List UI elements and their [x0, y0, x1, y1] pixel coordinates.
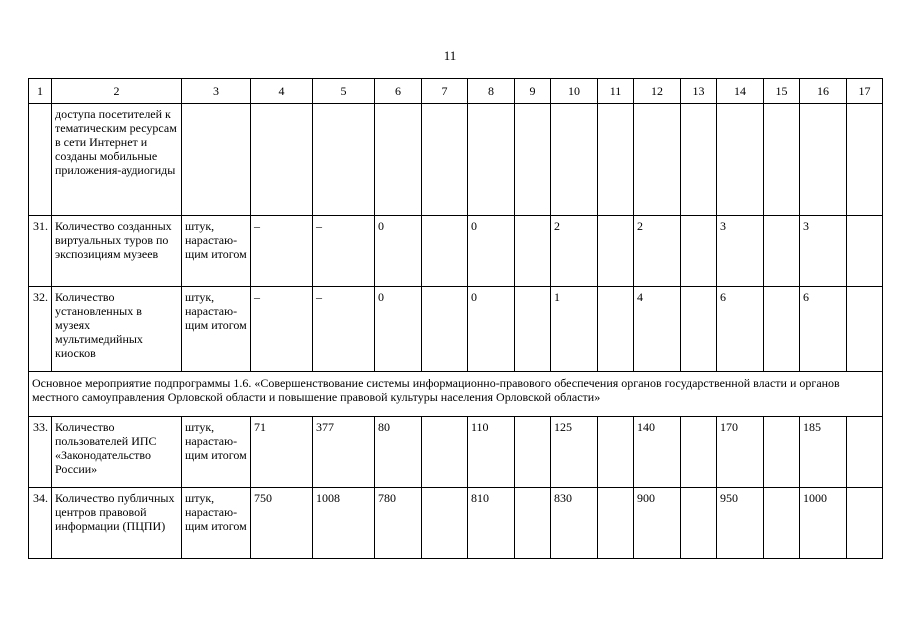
indicators-table — [28, 78, 883, 559]
value-cell — [598, 216, 634, 287]
column-number: 16 — [800, 79, 847, 104]
column-number: 11 — [598, 79, 634, 104]
value-cell — [847, 488, 883, 559]
column-number: 14 — [717, 79, 764, 104]
value-cell — [764, 216, 800, 287]
value-cell: – — [313, 287, 375, 372]
indicator-name: доступа посетителей к тематическим ресурсам в сети Интернет и созданы мобильные приложения-аудиогиды — [52, 104, 182, 216]
column-number-row — [29, 79, 883, 104]
column-number: 2 — [52, 79, 182, 104]
unit-cell: штук, нарастаю-щим итогом — [182, 287, 251, 372]
value-cell — [515, 216, 551, 287]
value-cell: 3 — [800, 216, 847, 287]
value-cell: 2 — [634, 216, 681, 287]
table-row — [29, 417, 883, 488]
value-cell — [847, 417, 883, 488]
value-cell: 140 — [634, 417, 681, 488]
value-cell: 0 — [468, 287, 515, 372]
value-cell: 170 — [717, 417, 764, 488]
table-cell — [29, 104, 52, 216]
value-cell: 0 — [468, 216, 515, 287]
column-number: 1 — [29, 79, 52, 104]
value-cell — [598, 287, 634, 372]
row-number: 34. — [29, 488, 52, 559]
value-cell — [515, 287, 551, 372]
value-cell: – — [313, 216, 375, 287]
value-cell — [764, 488, 800, 559]
section-row — [29, 372, 883, 417]
value-cell — [681, 488, 717, 559]
value-cell: 950 — [717, 488, 764, 559]
value-cell: 780 — [375, 488, 422, 559]
column-number: 5 — [313, 79, 375, 104]
value-cell — [681, 216, 717, 287]
column-number: 9 — [515, 79, 551, 104]
value-cell — [422, 417, 468, 488]
continued-row — [29, 104, 883, 216]
value-cell: 71 — [251, 417, 313, 488]
value-cell: 6 — [717, 287, 764, 372]
value-cell: 1000 — [800, 488, 847, 559]
value-cell: 830 — [551, 488, 598, 559]
table-row — [29, 488, 883, 559]
value-cell: – — [251, 216, 313, 287]
table-row — [29, 287, 883, 372]
section-heading: Основное мероприятие подпрограммы 1.6. «Совершенствование системы информационно-правового обеспечения органов государственной власти и органов местного самоуправления Орловской области и повышение правовой культуры населения Орловской области» — [29, 372, 883, 417]
value-cell: 0 — [375, 287, 422, 372]
value-cell — [422, 216, 468, 287]
value-cell — [515, 488, 551, 559]
indicator-name: Количество пользователей ИПС «Законодательство России» — [52, 417, 182, 488]
unit-cell: штук, нарастаю-щим итогом — [182, 488, 251, 559]
column-number: 4 — [251, 79, 313, 104]
value-cell — [681, 287, 717, 372]
value-cell: 1 — [551, 287, 598, 372]
value-cell — [847, 216, 883, 287]
value-cell: 6 — [800, 287, 847, 372]
column-number: 13 — [681, 79, 717, 104]
row-number: 33. — [29, 417, 52, 488]
column-number: 3 — [182, 79, 251, 104]
unit-cell: штук, нарастаю-щим итогом — [182, 216, 251, 287]
value-cell: – — [251, 287, 313, 372]
column-number: 8 — [468, 79, 515, 104]
indicator-name: Количество публичных центров правовой информации (ПЦПИ) — [52, 488, 182, 559]
table-row — [29, 216, 883, 287]
value-cell: 377 — [313, 417, 375, 488]
value-cell: 2 — [551, 216, 598, 287]
value-cell — [598, 488, 634, 559]
value-cell: 750 — [251, 488, 313, 559]
row-number: 31. — [29, 216, 52, 287]
value-cell — [422, 488, 468, 559]
value-cell: 900 — [634, 488, 681, 559]
value-cell — [515, 417, 551, 488]
value-cell: 4 — [634, 287, 681, 372]
value-cell: 3 — [717, 216, 764, 287]
value-cell: 110 — [468, 417, 515, 488]
page-number: 11 — [443, 48, 457, 63]
value-cell: 185 — [800, 417, 847, 488]
value-cell — [764, 417, 800, 488]
column-number: 10 — [551, 79, 598, 104]
value-cell: 80 — [375, 417, 422, 488]
value-cell — [422, 287, 468, 372]
value-cell: 0 — [375, 216, 422, 287]
row-number: 32. — [29, 287, 52, 372]
table-cell — [182, 104, 251, 216]
value-cell — [681, 417, 717, 488]
unit-cell: штук, нарастаю-щим итогом — [182, 417, 251, 488]
column-number: 12 — [634, 79, 681, 104]
column-number: 6 — [375, 79, 422, 104]
indicator-name: Количество установленных в музеях мультимедийных киосков — [52, 287, 182, 372]
value-cell — [847, 287, 883, 372]
value-cell: 810 — [468, 488, 515, 559]
indicator-name: Количество созданных виртуальных туров по экспозициям музеев — [52, 216, 182, 287]
value-cell: 125 — [551, 417, 598, 488]
column-number: 7 — [422, 79, 468, 104]
value-cell — [764, 287, 800, 372]
column-number: 17 — [847, 79, 883, 104]
value-cell — [598, 417, 634, 488]
column-number: 15 — [764, 79, 800, 104]
value-cell: 1008 — [313, 488, 375, 559]
